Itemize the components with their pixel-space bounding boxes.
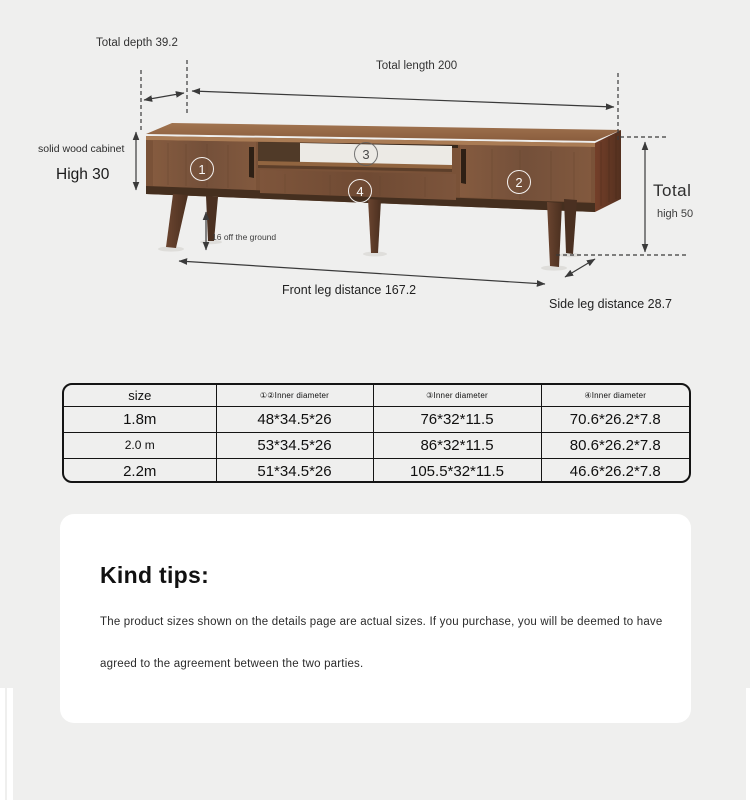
- cell-dim: 51*34.5*26: [216, 458, 373, 483]
- total-length-label: Total length 200: [376, 60, 458, 72]
- header-inner-diameter-12: ①②Inner diameter: [216, 385, 373, 406]
- cell-size: 1.8m: [64, 406, 216, 432]
- cell-dim: 53*34.5*26: [216, 432, 373, 458]
- cabinet-height-label: High 30: [56, 166, 110, 183]
- header-inner-diameter-3: ③Inner diameter: [373, 385, 541, 406]
- cell-dim: 76*32*11.5: [373, 406, 541, 432]
- cell-dim: 105.5*32*11.5: [373, 458, 541, 483]
- cell-dim: 48*34.5*26: [216, 406, 373, 432]
- page-edge-strip-left: [0, 688, 13, 800]
- cabinet-side: [595, 130, 621, 212]
- cell-dim: 86*32*11.5: [373, 432, 541, 458]
- leg-shadows: [158, 240, 581, 271]
- header-inner-diameter-4: ④Inner diameter: [541, 385, 689, 406]
- size-table: [62, 383, 691, 483]
- leg-front-left: [166, 194, 188, 248]
- kind-tips-text-line2: agreed to the agreement between the two parties.: [100, 658, 364, 670]
- side-leg-distance-label: Side leg distance 28.7: [549, 297, 673, 311]
- page-edge-strip-right: [746, 688, 750, 800]
- front-leg-distance-label: Front leg distance 167.2: [282, 283, 417, 297]
- left-door-handle: [249, 147, 254, 178]
- total-depth-label: Total depth 39.2: [96, 37, 178, 49]
- material-label: solid wood cabinet: [38, 143, 125, 155]
- table-row: [64, 406, 689, 432]
- total-height-value-label: high 50: [657, 208, 694, 220]
- leg-middle: [368, 199, 381, 253]
- right-door-handle: [461, 149, 466, 184]
- kind-tips-card: [60, 514, 691, 723]
- cell-dim: 80.6*26.2*7.8: [541, 432, 689, 458]
- cell-size: 2.2m: [64, 458, 216, 483]
- niche-left-wall: [258, 142, 300, 163]
- kind-tips-text-line1: The product sizes shown on the details page are actual sizes. If you purchase, you will be deemed to have: [100, 616, 663, 628]
- leg-back-right: [564, 199, 577, 254]
- part-number-open-shelf: 3: [354, 142, 378, 166]
- cell-size: 2.0 m: [64, 432, 216, 458]
- cabinet-illustration: [146, 123, 621, 267]
- table-row: [64, 458, 689, 483]
- cell-dim: 70.6*26.2*7.8: [541, 406, 689, 432]
- total-height-word-label: Total: [653, 181, 692, 200]
- table-row: [64, 432, 689, 458]
- leg-front-right: [547, 202, 562, 267]
- part-number-left-door: 1: [190, 157, 214, 181]
- part-number-right-door: 2: [507, 170, 531, 194]
- ground-clearance-label: 16 off the ground: [212, 232, 277, 242]
- kind-tips-title: Kind tips:: [100, 562, 210, 588]
- part-number-drawer: 4: [348, 179, 372, 203]
- header-size: size: [64, 385, 216, 406]
- cell-dim: 46.6*26.2*7.8: [569, 462, 661, 480]
- size-table-header-row: [64, 385, 689, 406]
